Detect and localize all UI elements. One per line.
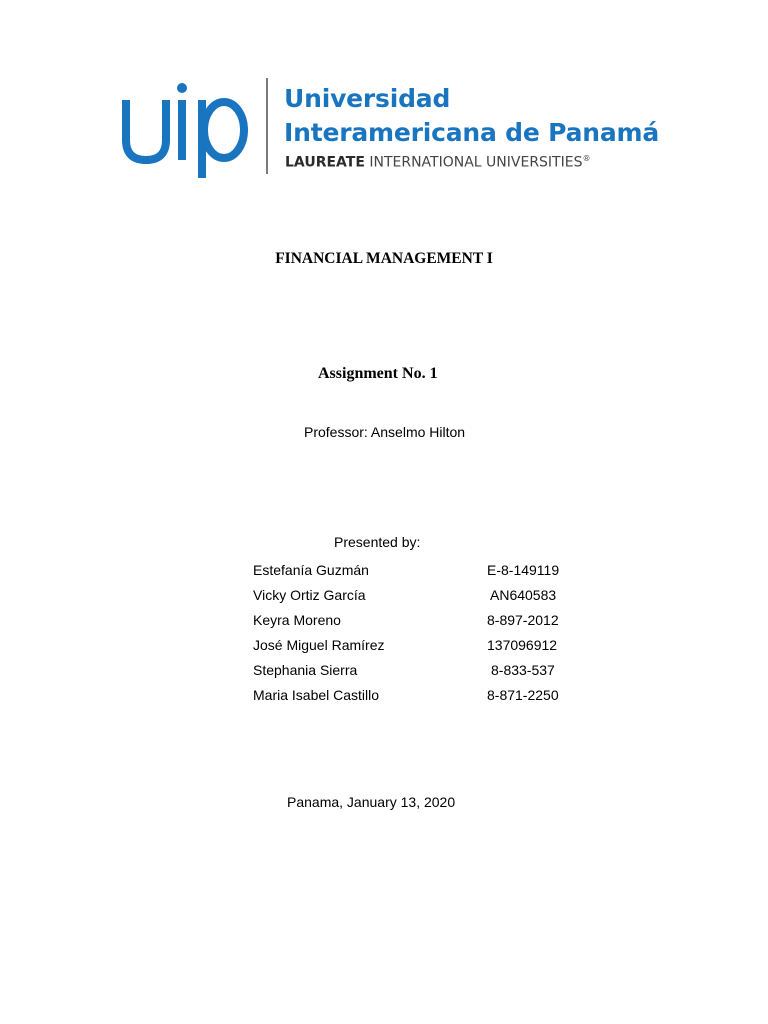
professor-line: Professor: Anselmo Hilton [304, 424, 466, 440]
student-name: José Miguel Ramírez [253, 637, 385, 653]
student-name: Keyra Moreno [253, 612, 341, 628]
student-id: 8-871-2250 [487, 687, 559, 703]
course-title: FINANCIAL MANAGEMENT I [275, 250, 493, 267]
uip-logo-mark [118, 78, 258, 178]
logo-divider [266, 78, 268, 174]
logo-registered-mark: ® [582, 154, 591, 163]
logo-university-name-line1: Universidad [284, 84, 451, 113]
student-id: 8-897-2012 [487, 612, 559, 628]
student-name: Maria Isabel Castillo [253, 687, 380, 703]
logo-tagline-rest: INTERNATIONAL UNIVERSITIES [364, 154, 583, 171]
university-logo [118, 72, 660, 184]
student-name: Stephania Sierra [253, 662, 358, 678]
student-id: 8-833-537 [491, 662, 555, 678]
assignment-title: Assignment No. 1 [318, 365, 438, 382]
student-id: 137096912 [487, 637, 558, 653]
student-id: AN640583 [490, 587, 557, 603]
logo-laureate-word: LAUREATE [285, 154, 365, 171]
logo-university-name-line2: Interamericana de Panamá [284, 118, 660, 147]
student-name: Vicky Ortiz García [253, 587, 366, 603]
logo-laureate-tagline [285, 154, 590, 171]
place-and-date: Panama, January 13, 2020 [287, 794, 456, 810]
presented-by-label: Presented by: [334, 534, 421, 550]
student-id: E-8-149119 [487, 562, 560, 578]
student-name: Estefanía Guzmán [253, 562, 369, 578]
